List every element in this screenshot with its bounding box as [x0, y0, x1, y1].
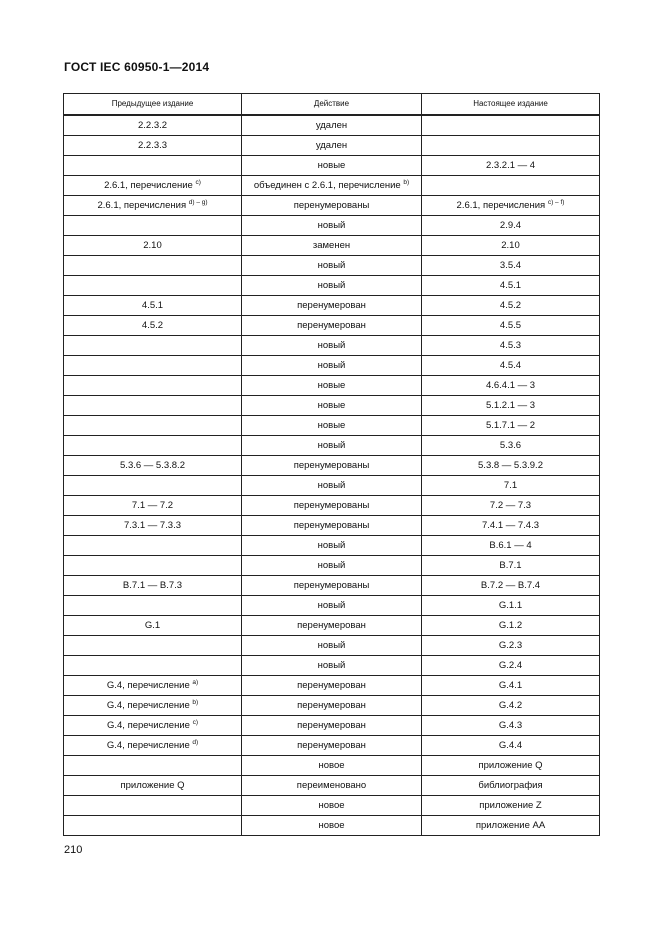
cell-previous-superscript: b): [192, 699, 199, 706]
cell-current: [422, 676, 600, 696]
cell-action-superscript: b): [403, 179, 410, 186]
cell-action-text: новый: [317, 560, 346, 571]
table-row: [64, 516, 600, 536]
cell-previous-text: G.4, перечисление: [106, 680, 190, 691]
cell-action: [242, 156, 422, 176]
cell-previous: [64, 176, 242, 196]
cell-current: [422, 316, 600, 336]
cell-previous-text: G.4, перечисление: [106, 720, 190, 731]
cell-previous-text: G.1: [144, 620, 161, 631]
table-row: [64, 456, 600, 476]
cell-current-text: 5.3.8 — 5.3.9.2: [478, 460, 543, 471]
cell-action-text: новые: [317, 380, 346, 391]
cell-previous: [64, 256, 242, 276]
cell-action-text: перенумерован: [297, 680, 366, 691]
cell-action-text: новое: [318, 820, 345, 831]
cell-previous: [64, 776, 242, 796]
cell-action: [242, 456, 422, 476]
cell-previous: [64, 336, 242, 356]
cell-previous-text: приложение Q: [120, 780, 185, 791]
cell-previous: [64, 536, 242, 556]
cell-previous-superscript: d): [192, 739, 199, 746]
cell-action-text: новый: [317, 220, 346, 231]
cell-action: [242, 356, 422, 376]
cell-current: [422, 516, 600, 536]
cell-action: [242, 556, 422, 576]
cell-previous: [64, 696, 242, 716]
cell-current-text: G.4.4: [498, 740, 523, 751]
cell-current-text: 4.5.1: [499, 280, 522, 291]
cell-current-text: 7.2 — 7.3: [489, 500, 532, 511]
table-row: [64, 536, 600, 556]
cell-action: [242, 336, 422, 356]
cell-current-text: 4.5.5: [499, 320, 522, 331]
cell-current: [422, 196, 600, 216]
cell-previous-text: 7.3.1 — 7.3.3: [123, 520, 182, 531]
cell-current: [422, 496, 600, 516]
cell-current-text: 7.4.1 — 7.4.3: [481, 520, 540, 531]
cell-current-text: B.7.1: [499, 560, 522, 571]
cell-current: [422, 216, 600, 236]
cell-action-text: объединен с 2.6.1, перечисление: [253, 180, 401, 191]
cell-current: [422, 736, 600, 756]
table-row: [64, 756, 600, 776]
cell-current: [422, 756, 600, 776]
cell-action: [242, 816, 422, 836]
cell-action-text: новое: [318, 800, 345, 811]
cell-current-text: 2.9.4: [499, 220, 522, 231]
cell-previous: [64, 276, 242, 296]
cell-current-text: 4.5.3: [499, 340, 522, 351]
cell-action: [242, 736, 422, 756]
table-row: [64, 496, 600, 516]
cell-current: [422, 115, 600, 136]
cell-previous-text: 2.6.1, перечисления: [97, 200, 187, 211]
cell-action-text: новое: [318, 760, 345, 771]
cell-previous-text: 2.10: [143, 240, 162, 251]
table-row: [64, 236, 600, 256]
cell-action-text: новый: [317, 340, 346, 351]
cell-current-text: 5.3.6: [499, 440, 522, 451]
cell-action-text: удален: [315, 140, 348, 151]
cell-action-text: новый: [317, 360, 346, 371]
cell-previous: [64, 676, 242, 696]
table-row: [64, 556, 600, 576]
cell-previous: [64, 236, 242, 256]
cell-previous: [64, 616, 242, 636]
table-row: [64, 696, 600, 716]
table-row: [64, 356, 600, 376]
cell-previous: [64, 556, 242, 576]
cell-previous: [64, 456, 242, 476]
cell-previous: [64, 136, 242, 156]
table-row: [64, 476, 600, 496]
cell-current-text: G.1.2: [498, 620, 523, 631]
cell-previous-text: 2.2.3.3: [137, 140, 168, 151]
table-row: [64, 416, 600, 436]
page-number: 210: [64, 844, 83, 856]
cell-current-text: 5.1.2.1 — 3: [485, 400, 536, 411]
cell-current-text: G.4.1: [498, 680, 523, 691]
table-row: [64, 776, 600, 796]
cell-current-text: G.4.3: [498, 720, 523, 731]
table-row: [64, 316, 600, 336]
cell-current: [422, 336, 600, 356]
cell-current: [422, 156, 600, 176]
cell-previous: [64, 376, 242, 396]
cell-action: [242, 276, 422, 296]
cell-action: [242, 636, 422, 656]
cell-current-text: G.1.1: [498, 600, 523, 611]
cell-previous: [64, 656, 242, 676]
cell-action: [242, 596, 422, 616]
cell-current-text: 4.5.4: [499, 360, 522, 371]
table-header-row: [64, 94, 600, 116]
cell-action: [242, 136, 422, 156]
cell-current-text: 2.10: [501, 240, 520, 251]
table-row: [64, 736, 600, 756]
cell-action: [242, 376, 422, 396]
cell-previous: [64, 756, 242, 776]
cell-current: [422, 816, 600, 836]
table-row: [64, 156, 600, 176]
cell-current: [422, 376, 600, 396]
cell-action: [242, 236, 422, 256]
cell-action: [242, 716, 422, 736]
cell-action-text: перенумерован: [297, 620, 366, 631]
cell-current: [422, 456, 600, 476]
cell-action: [242, 696, 422, 716]
cell-current: [422, 696, 600, 716]
cell-action-text: перенумерованы: [293, 580, 370, 591]
cell-action: [242, 176, 422, 196]
table-row: [64, 396, 600, 416]
cell-action-text: новые: [317, 400, 346, 411]
table-row: [64, 296, 600, 316]
cell-action-text: новый: [317, 540, 346, 551]
cell-previous: [64, 476, 242, 496]
cell-current: [422, 356, 600, 376]
cell-previous-superscript: d) – g): [188, 199, 208, 206]
cell-current: [422, 476, 600, 496]
cell-action-text: новые: [317, 160, 346, 171]
cell-previous-text: 7.1 — 7.2: [131, 500, 174, 511]
cell-previous: [64, 736, 242, 756]
cell-current-text: 7.1: [503, 480, 518, 491]
table-row: [64, 336, 600, 356]
cell-previous: [64, 436, 242, 456]
cell-current-text: приложение AA: [475, 820, 546, 831]
table-row: [64, 136, 600, 156]
cell-current-text: G.2.3: [498, 640, 523, 651]
cell-action-text: новый: [317, 600, 346, 611]
cell-current-superscript: c) – f): [547, 199, 565, 206]
change-table-container: [63, 93, 599, 836]
table-row: [64, 816, 600, 836]
cell-action-text: переименовано: [296, 780, 367, 791]
cell-current: [422, 656, 600, 676]
table-row: [64, 616, 600, 636]
cell-action-text: новый: [317, 640, 346, 651]
cell-action: [242, 396, 422, 416]
cell-previous: [64, 115, 242, 136]
cell-current-text: приложение Q: [478, 760, 543, 771]
cell-previous: [64, 156, 242, 176]
cell-current-text: 2.6.1, перечисления: [456, 200, 546, 211]
cell-action-text: перенумерован: [297, 700, 366, 711]
cell-previous-text: 4.5.2: [141, 320, 164, 331]
column-header-current: Настоящее издание: [422, 94, 600, 116]
cell-action-text: перенумерованы: [293, 520, 370, 531]
cell-action: [242, 196, 422, 216]
cell-action: [242, 316, 422, 336]
document-header: ГОСТ IEC 60950-1—2014: [64, 60, 210, 74]
cell-action: [242, 776, 422, 796]
cell-current-text: библиография: [478, 780, 543, 791]
cell-action-text: перенумерован: [297, 740, 366, 751]
table-row: [64, 436, 600, 456]
cell-action: [242, 536, 422, 556]
cell-previous-text: G.4, перечисление: [106, 740, 190, 751]
cell-action-text: удален: [315, 120, 348, 131]
cell-action-text: перенумерованы: [293, 500, 370, 511]
table-row: [64, 576, 600, 596]
column-header-previous: Предыдущее издание: [64, 94, 242, 116]
table-row: [64, 716, 600, 736]
cell-previous: [64, 636, 242, 656]
cell-current: [422, 276, 600, 296]
table-row: [64, 176, 600, 196]
cell-current-text: G.4.2: [498, 700, 523, 711]
table-row: [64, 115, 600, 136]
cell-action: [242, 676, 422, 696]
cell-action-text: новый: [317, 440, 346, 451]
cell-action: [242, 256, 422, 276]
cell-action-text: перенумерованы: [293, 460, 370, 471]
cell-previous: [64, 316, 242, 336]
cell-previous-superscript: c): [192, 719, 198, 726]
cell-previous-text: 2.6.1, перечисление: [104, 180, 193, 191]
cell-current-text: приложение Z: [479, 800, 542, 811]
cell-previous-text: 2.2.3.2: [137, 120, 168, 131]
cell-current: [422, 596, 600, 616]
cell-action: [242, 436, 422, 456]
cell-action-text: новый: [317, 480, 346, 491]
cell-previous: [64, 596, 242, 616]
cell-action: [242, 496, 422, 516]
table-row: [64, 196, 600, 216]
cell-previous: [64, 796, 242, 816]
cell-current: [422, 616, 600, 636]
table-row: [64, 596, 600, 616]
cell-action-text: перенумерован: [297, 300, 366, 311]
cell-current: [422, 636, 600, 656]
cell-previous: [64, 576, 242, 596]
cell-previous: [64, 396, 242, 416]
cell-action: [242, 796, 422, 816]
cell-current: [422, 796, 600, 816]
cell-action: [242, 216, 422, 236]
cell-action-text: перенумерованы: [293, 200, 370, 211]
cell-action: [242, 296, 422, 316]
cell-action-text: новый: [317, 260, 346, 271]
cell-current-text: 5.1.7.1 — 2: [485, 420, 536, 431]
cell-action-text: заменен: [312, 240, 351, 251]
cell-current: [422, 556, 600, 576]
cell-previous: [64, 356, 242, 376]
cell-previous: [64, 196, 242, 216]
cell-previous: [64, 216, 242, 236]
cell-current: [422, 136, 600, 156]
cell-current-text: 3.5.4: [499, 260, 522, 271]
table-row: [64, 216, 600, 236]
cell-action: [242, 756, 422, 776]
cell-action-text: новые: [317, 420, 346, 431]
cell-current-text: G.2.4: [498, 660, 523, 671]
cell-previous: [64, 296, 242, 316]
cell-action: [242, 416, 422, 436]
table-row: [64, 376, 600, 396]
cell-current: [422, 176, 600, 196]
cell-previous: [64, 816, 242, 836]
cell-previous-text: 5.3.6 — 5.3.8.2: [120, 460, 185, 471]
cell-previous-superscript: c): [195, 179, 201, 186]
cell-previous-text: G.4, перечисление: [106, 700, 190, 711]
cell-previous: [64, 496, 242, 516]
cell-current-text: 2.3.2.1 — 4: [485, 160, 536, 171]
cell-action: [242, 616, 422, 636]
table-row: [64, 256, 600, 276]
table-body: [64, 115, 600, 836]
cell-current-text: B.7.2 — B.7.4: [480, 580, 541, 591]
cell-current-text: 4.5.2: [499, 300, 522, 311]
cell-action-text: перенумерован: [297, 320, 366, 331]
table-row: [64, 636, 600, 656]
cell-action-text: перенумерован: [297, 720, 366, 731]
cell-action: [242, 516, 422, 536]
table-row: [64, 676, 600, 696]
cell-action: [242, 656, 422, 676]
table-row: [64, 796, 600, 816]
cell-previous-text: 4.5.1: [141, 300, 164, 311]
cell-current: [422, 436, 600, 456]
cell-action: [242, 115, 422, 136]
cell-current-text: B.6.1 — 4: [489, 540, 532, 551]
cell-current: [422, 536, 600, 556]
cell-current: [422, 576, 600, 596]
cell-action: [242, 476, 422, 496]
cell-current: [422, 296, 600, 316]
cell-current: [422, 776, 600, 796]
cell-previous: [64, 416, 242, 436]
column-header-action: Действие: [242, 94, 422, 116]
cell-current: [422, 256, 600, 276]
cell-action-text: новый: [317, 280, 346, 291]
cell-action-text: новый: [317, 660, 346, 671]
cell-current: [422, 396, 600, 416]
table-row: [64, 276, 600, 296]
cell-current: [422, 236, 600, 256]
cell-current: [422, 716, 600, 736]
cell-previous: [64, 516, 242, 536]
change-table: [63, 93, 600, 836]
cell-current: [422, 416, 600, 436]
cell-previous: [64, 716, 242, 736]
table-row: [64, 656, 600, 676]
cell-previous-superscript: a): [192, 679, 199, 686]
cell-action: [242, 576, 422, 596]
cell-current-text: 4.6.4.1 — 3: [485, 380, 536, 391]
cell-previous-text: B.7.1 — B.7.3: [122, 580, 183, 591]
